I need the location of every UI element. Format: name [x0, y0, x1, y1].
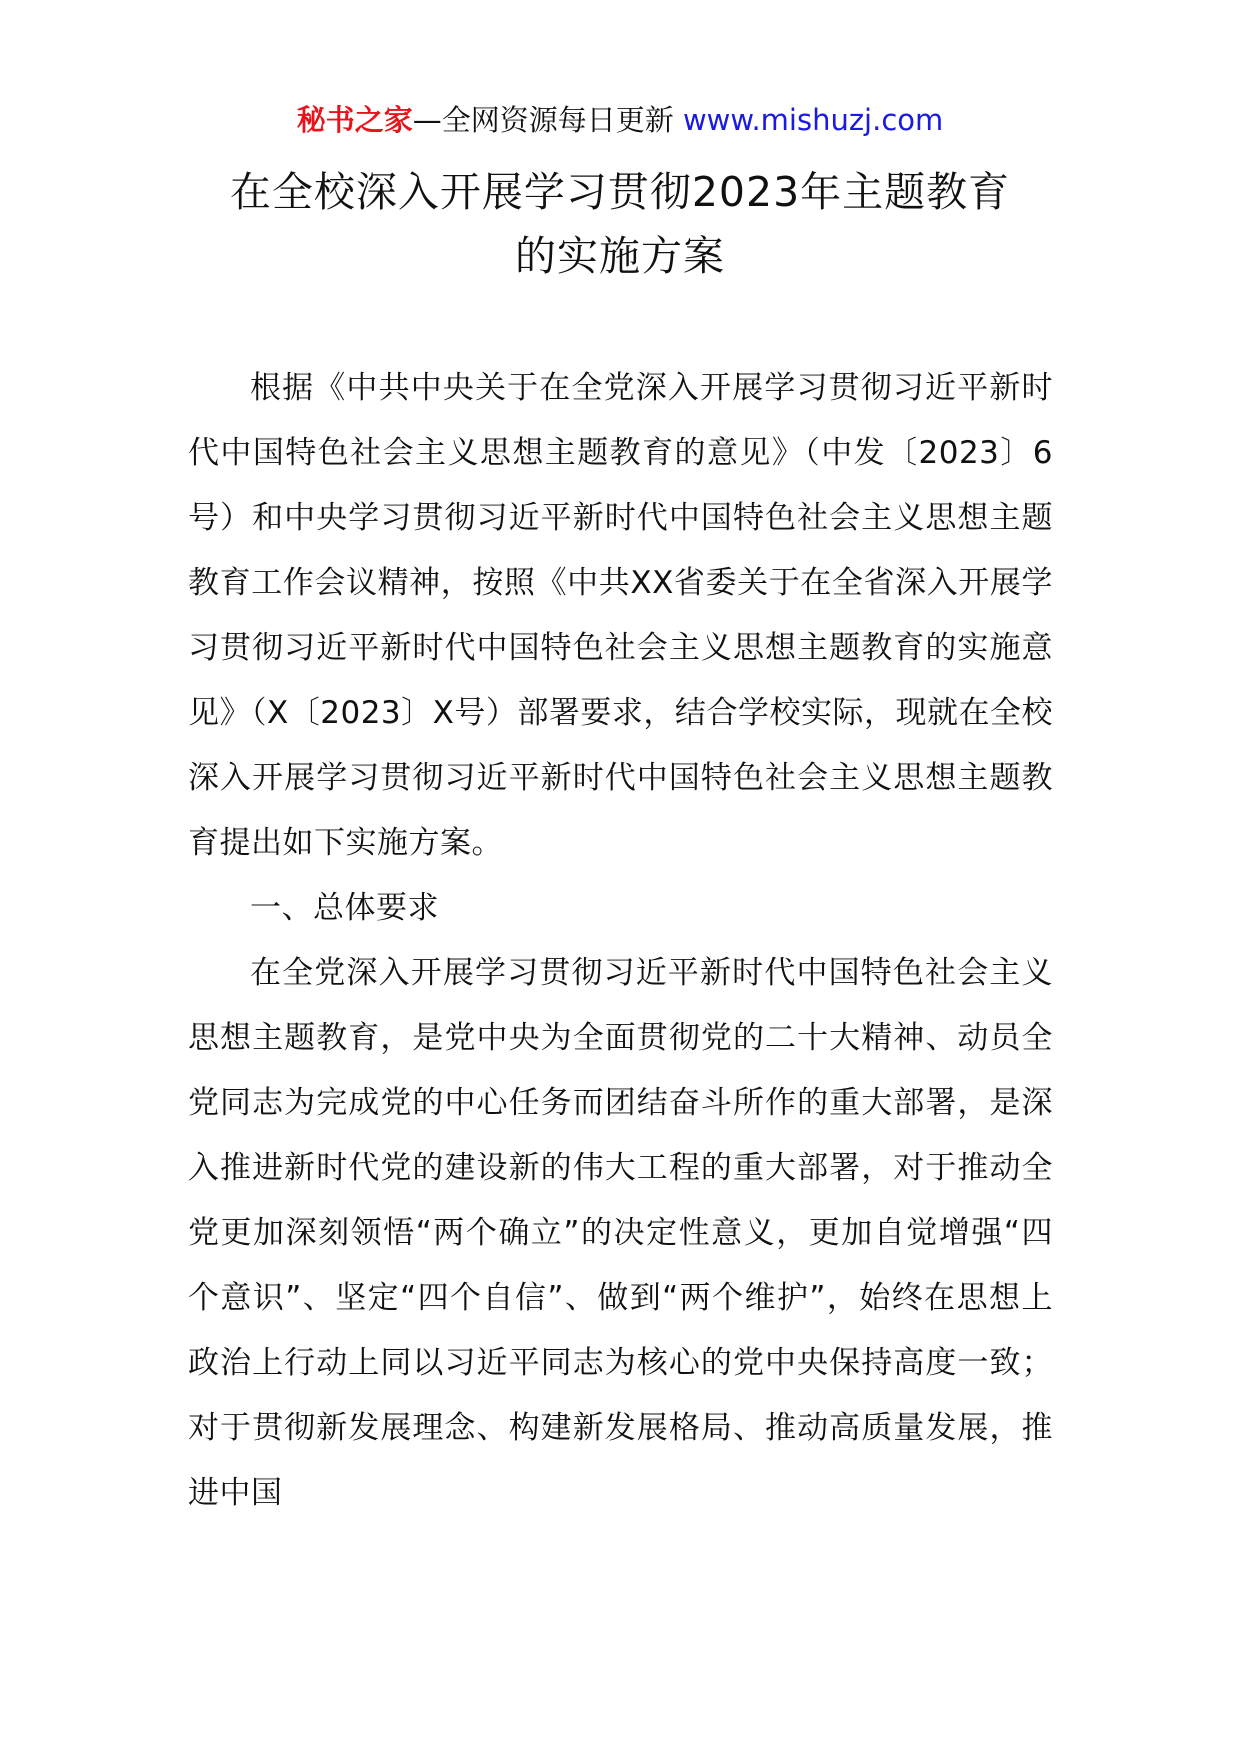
section-paragraph: 在全党深入开展学习贯彻习近平新时代中国特色社会主义思想主题教育，是党中央为全面贯彻党的二十大精神、动员全党同志为完成党的中心任务而团结奋斗所作的重大部署，是深入推进新时代党的建设新的伟大工程的重大部署，对于推动全党更加深刻领悟“两个确立”的决定性意义，更加自觉增强“四个意识”、坚定“四个自信”、做到“两个维护”，始终在思想上政治上行动上同以习近平同志为核心的党中央保持高度一致；对于贯彻新发展理念、构建新发展格局、推动高质量发展，推进中国: [188, 955, 1053, 1511]
document-body: [188, 356, 1053, 1526]
title-line-2: 的实施方案: [515, 232, 725, 280]
document-title: [150, 160, 1090, 288]
intro-paragraph: 根据《中共中央关于在全党深入开展学习贯彻习近平新时代中国特色社会主义思想主题教育的意见》（中发〔2023〕6号）和中央学习贯彻习近平新时代中国特色社会主义思想主题教育工作会议精神，按照《中共XX省委关于在全省深入开展学习贯彻习近平新时代中国特色社会主义思想主题教育的实施意见》（X〔2023〕X号）部署要求，结合学校实际，现就在全校深入开展学习贯彻习近平新时代中国特色社会主义思想主题教育提出如下实施方案。: [188, 370, 1053, 861]
title-line-1: 在全校深入开展学习贯彻2023年主题教育: [229, 168, 1011, 216]
watermark-brand: 秘书之家: [296, 103, 413, 137]
section-heading: 一、总体要求: [250, 890, 439, 926]
watermark-url: www.mishuzj.com: [682, 103, 944, 137]
watermark-header: [0, 100, 1240, 140]
watermark-slogan: —全网资源每日更新: [412, 103, 674, 137]
